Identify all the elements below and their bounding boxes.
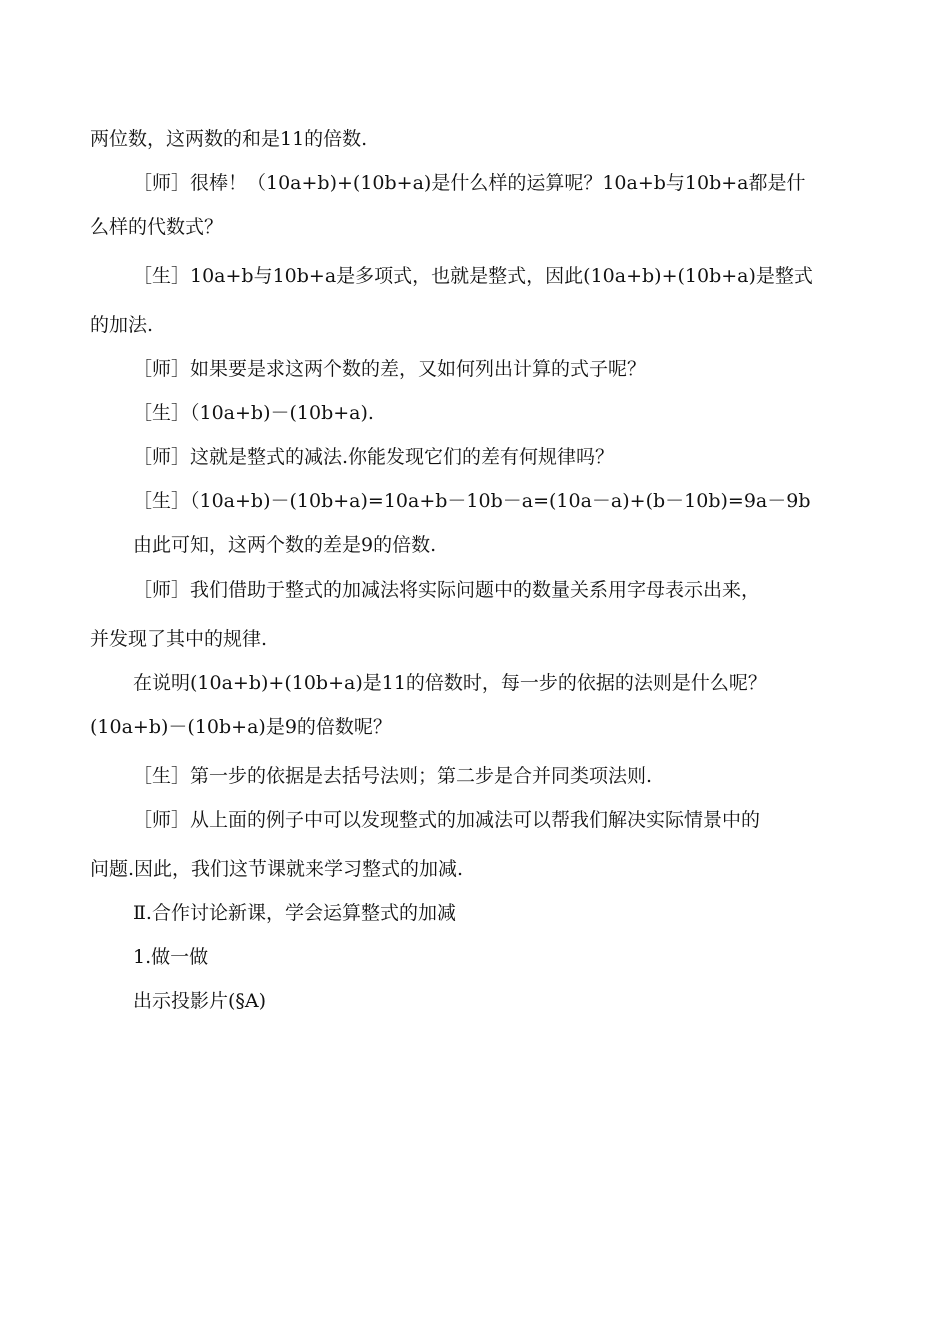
text-line: 在说明(10a+b)+(10b+a)是11的倍数时，每一步的依据的法则是什么呢？ xyxy=(133,672,767,694)
text-line: 并发现了其中的规律. xyxy=(90,628,268,650)
text-line: ［生］10a+b与10b+a是多项式，也就是整式，因此(10a+b)+(10b+a)是整式 xyxy=(133,265,813,287)
text-line: 的加法. xyxy=(90,314,154,336)
text-line: ［师］如果要是求这两个数的差，又如何列出计算的式子呢？ xyxy=(133,358,647,380)
text-line: 由此可知，这两个数的差是9的倍数. xyxy=(133,534,437,556)
text-line: ［师］这就是整式的减法.你能发现它们的差有何规律吗？ xyxy=(133,446,615,468)
subsection-heading: 1.做一做 xyxy=(133,946,209,968)
text-line: ［师］从上面的例子中可以发现整式的加减法可以帮我们解决实际情景中的 xyxy=(133,809,761,831)
text-line: ［生］第一步的依据是去括号法则；第二步是合并同类项法则. xyxy=(133,765,653,787)
section-heading: Ⅱ.合作讨论新课，学会运算整式的加减 xyxy=(133,902,456,924)
text-line: (10a+b)－(10b+a)是9的倍数呢？ xyxy=(90,716,392,738)
text-line: 两位数，这两数的和是11的倍数. xyxy=(90,128,368,150)
text-line: ［师］我们借助于整式的加减法将实际问题中的数量关系用字母表示出来， xyxy=(133,579,761,601)
text-line: ［师］很棒！（10a+b)+(10b+a)是什么样的运算呢？10a+b与10b+a都是什 xyxy=(133,172,806,194)
text-line: ［生］（10a+b)－(10b+a)=10a+b－10b－a=(10a－a)+(b－10b)=9a－9b xyxy=(133,490,811,512)
text-line: 出示投影片(§A) xyxy=(133,990,267,1012)
text-line: 么样的代数式？ xyxy=(90,216,224,238)
text-line: 问题.因此，我们这节课就来学习整式的加减. xyxy=(90,858,464,880)
text-line: ［生］（10a+b)－(10b+a). xyxy=(133,402,374,424)
